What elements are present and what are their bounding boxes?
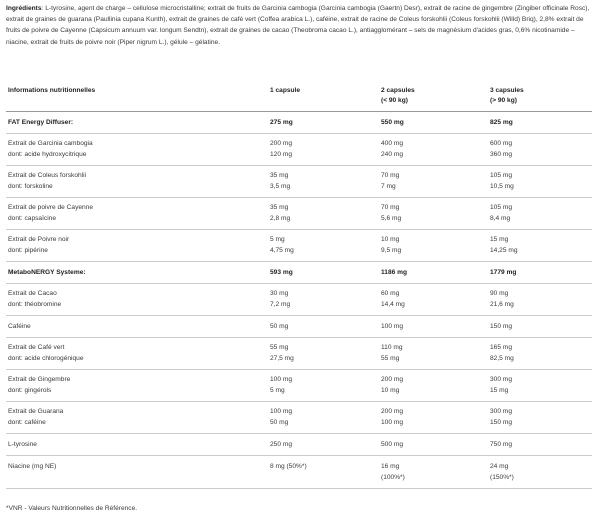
table-header-row xyxy=(6,80,592,112)
cell-line: dont: caféine xyxy=(8,419,46,426)
table-row xyxy=(6,262,592,284)
cell-line: dont: forskoline xyxy=(8,183,53,190)
cell-line: 15 mg xyxy=(490,236,509,243)
table-row xyxy=(6,112,592,134)
nutrient-value-cell xyxy=(379,284,488,316)
cell-line: 70 mg xyxy=(381,204,400,211)
nutrient-name-cell xyxy=(6,112,268,134)
cell-line: dont: acide chlorogénique xyxy=(8,355,84,362)
cell-line: Extrait de poivre de Cayenne xyxy=(8,204,94,211)
column-header-1 xyxy=(268,80,379,112)
cell-line: 7 mg xyxy=(381,183,396,190)
nutrient-value-cell xyxy=(379,370,488,402)
cell-line: 600 mg xyxy=(490,140,512,147)
column-header-line: Informations nutritionnelles xyxy=(8,87,96,94)
table-row xyxy=(6,402,592,434)
nutrient-name-cell xyxy=(6,402,268,434)
nutrient-value-cell xyxy=(268,166,379,198)
footnote: *VNR - Valeurs Nutritionnelles de Référence. xyxy=(6,505,138,512)
table-row xyxy=(6,338,592,370)
column-header-line: 2 capsules xyxy=(381,87,415,94)
cell-line: 5,6 mg xyxy=(381,215,402,222)
cell-line: 8 mg (50%*) xyxy=(270,463,307,470)
column-header-0 xyxy=(6,80,268,112)
cell-line: 35 mg xyxy=(270,172,289,179)
nutrient-value-cell xyxy=(379,338,488,370)
cell-line: 55 mg xyxy=(270,344,289,351)
cell-line: 8,4 mg xyxy=(490,215,511,222)
cell-line: 300 mg xyxy=(490,376,512,383)
table-row xyxy=(6,166,592,198)
column-header-line: (> 90 kg) xyxy=(490,97,517,104)
cell-line: 100 mg xyxy=(381,419,403,426)
nutrient-value-cell xyxy=(379,166,488,198)
cell-line: Extrait de Garcinia cambogia xyxy=(8,140,93,147)
cell-line: 100 mg xyxy=(381,323,403,330)
nutrient-value-cell xyxy=(379,134,488,166)
cell-line: Extrait de Coleus forskohlii xyxy=(8,172,87,179)
nutrient-value-cell xyxy=(268,198,379,230)
cell-line: 9,5 mg xyxy=(381,247,402,254)
cell-line: 500 mg xyxy=(381,441,403,448)
nutrient-value-cell xyxy=(488,402,592,434)
nutrient-value-cell xyxy=(379,112,488,134)
nutrient-name-cell xyxy=(6,316,268,338)
nutrient-value-cell xyxy=(488,338,592,370)
cell-line: 110 mg xyxy=(381,344,403,351)
table-row xyxy=(6,284,592,316)
cell-line: 550 mg xyxy=(381,119,404,126)
nutrient-value-cell xyxy=(488,198,592,230)
cell-line: 105 mg xyxy=(490,172,512,179)
cell-line: Extrait de Guarana xyxy=(8,408,64,415)
cell-line: 90 mg xyxy=(490,290,509,297)
nutrient-value-cell xyxy=(268,262,379,284)
nutrient-value-cell xyxy=(268,434,379,456)
table-row xyxy=(6,198,592,230)
nutrient-value-cell xyxy=(268,456,379,489)
nutrient-value-cell xyxy=(488,456,592,489)
nutrient-name-cell xyxy=(6,134,268,166)
cell-line: 825 mg xyxy=(490,119,513,126)
cell-line: (150%*) xyxy=(490,474,514,481)
nutrient-value-cell xyxy=(488,112,592,134)
nutrient-value-cell xyxy=(379,230,488,262)
cell-line: 1779 mg xyxy=(490,269,517,276)
ingredients-paragraph xyxy=(6,3,592,48)
cell-line: 400 mg xyxy=(381,140,403,147)
cell-line: L-tyrosine xyxy=(8,441,37,448)
nutrient-value-cell xyxy=(268,370,379,402)
nutrient-name-cell xyxy=(6,434,268,456)
cell-line: 60 mg xyxy=(381,290,400,297)
cell-line: 10 mg xyxy=(381,387,400,394)
nutrient-value-cell xyxy=(488,230,592,262)
cell-line: 2,8 mg xyxy=(270,215,291,222)
table-row xyxy=(6,134,592,166)
table-row xyxy=(6,230,592,262)
cell-line: 30 mg xyxy=(270,290,289,297)
cell-line: Extrait de Café vert xyxy=(8,344,65,351)
cell-line: dont: pipérine xyxy=(8,247,48,254)
nutrient-name-cell xyxy=(6,284,268,316)
cell-line: MetaboNERGY Systeme: xyxy=(8,269,86,276)
cell-line: 50 mg xyxy=(270,419,289,426)
nutrient-value-cell xyxy=(488,262,592,284)
cell-line: 3,5 mg xyxy=(270,183,291,190)
nutrient-name-cell xyxy=(6,370,268,402)
cell-line: 165 mg xyxy=(490,344,512,351)
nutrient-name-cell xyxy=(6,230,268,262)
table-row xyxy=(6,370,592,402)
nutrient-value-cell xyxy=(488,134,592,166)
cell-line: 150 mg xyxy=(490,323,512,330)
cell-line: Extrait de Poivre noir xyxy=(8,236,70,243)
nutrition-table xyxy=(6,80,592,489)
ingredients-label: Ingrédients xyxy=(6,5,42,12)
cell-line: 360 mg xyxy=(490,151,512,158)
table-row xyxy=(6,456,592,489)
cell-line: 275 mg xyxy=(270,119,293,126)
nutrient-name-cell xyxy=(6,262,268,284)
nutrient-value-cell xyxy=(379,198,488,230)
cell-line: 55 mg xyxy=(381,355,400,362)
cell-line: 24 mg xyxy=(490,463,509,470)
nutrient-value-cell xyxy=(488,370,592,402)
cell-line: 1186 mg xyxy=(381,269,408,276)
cell-line: 105 mg xyxy=(490,204,512,211)
cell-line: 14,4 mg xyxy=(381,301,405,308)
column-header-2 xyxy=(379,80,488,112)
cell-line: 15 mg xyxy=(490,387,509,394)
cell-line: 5 mg xyxy=(270,236,285,243)
cell-line: 240 mg xyxy=(381,151,403,158)
cell-line: 27,5 mg xyxy=(270,355,294,362)
table-body xyxy=(6,112,592,489)
cell-line: 200 mg xyxy=(270,140,292,147)
nutrient-value-cell xyxy=(268,316,379,338)
nutrient-value-cell xyxy=(488,284,592,316)
cell-line: 70 mg xyxy=(381,172,400,179)
nutrient-value-cell xyxy=(379,402,488,434)
cell-line: dont: capsaïcine xyxy=(8,215,57,222)
cell-line: dont: acide hydroxycitrique xyxy=(8,151,87,158)
nutrient-value-cell xyxy=(488,434,592,456)
table-row xyxy=(6,434,592,456)
nutrient-name-cell xyxy=(6,166,268,198)
cell-line: 300 mg xyxy=(490,408,512,415)
nutrient-value-cell xyxy=(488,166,592,198)
cell-line: Niacine (mg NE) xyxy=(8,463,57,470)
cell-line: dont: gingérols xyxy=(8,387,52,394)
nutrient-value-cell xyxy=(379,456,488,489)
cell-line: 120 mg xyxy=(270,151,292,158)
cell-line: dont: théobromine xyxy=(8,301,62,308)
cell-line: Extrait de Gingembre xyxy=(8,376,71,383)
cell-line: 10 mg xyxy=(381,236,400,243)
cell-line: 100 mg xyxy=(270,376,292,383)
nutrient-value-cell xyxy=(379,316,488,338)
nutrient-value-cell xyxy=(268,230,379,262)
nutrient-value-cell xyxy=(268,284,379,316)
nutrient-name-cell xyxy=(6,456,268,489)
ingredients-text: : L-tyrosine, agent de charge – cellulose microcristalline; extrait de fruits de Garcinia cambogia (Garcinia cambogia (Gaertn) Desr), extrait de racine de gingembre (Zingiber officinale Rosc), extrait de graines de guarana (Paullinia cupana Kunth), extrait de graines de café vert (Coffea arabica L.), caféine, extrait de racine de Coleus forskohlii (Coleus forskohlii (Willd) Briq), 2,8% extrait de fruits de poivre de Cayenne (Capsicum annuum var. longum Sendtn), extrait de graines de cacao (Theobroma cacao L.), antiagglomérant – sels de magnésium d'acides gras, 0,6% nicotinamide – niacine, extrait de fruits de poivre noir (Piper nigrum L.), gélule – gélatine. xyxy=(6,5,590,46)
nutrient-value-cell xyxy=(488,316,592,338)
cell-line: 593 mg xyxy=(270,269,293,276)
cell-line: 16 mg xyxy=(381,463,400,470)
cell-line: 50 mg xyxy=(270,323,289,330)
nutrient-value-cell xyxy=(268,134,379,166)
nutrient-value-cell xyxy=(379,434,488,456)
cell-line: 10,5 mg xyxy=(490,183,514,190)
column-header-line: 1 capsule xyxy=(270,87,301,94)
cell-line: 7,2 mg xyxy=(270,301,291,308)
cell-line: 4,75 mg xyxy=(270,247,294,254)
cell-line: 82,5 mg xyxy=(490,355,514,362)
cell-line: 150 mg xyxy=(490,419,512,426)
cell-line: 100 mg xyxy=(270,408,292,415)
nutrient-name-cell xyxy=(6,338,268,370)
table-row xyxy=(6,316,592,338)
cell-line: 14,25 mg xyxy=(490,247,518,254)
nutrient-value-cell xyxy=(268,338,379,370)
column-header-line: (< 90 kg) xyxy=(381,97,408,104)
nutrient-value-cell xyxy=(268,402,379,434)
cell-line: 200 mg xyxy=(381,408,403,415)
cell-line: 750 mg xyxy=(490,441,512,448)
cell-line: 5 mg xyxy=(270,387,285,394)
nutrient-value-cell xyxy=(379,262,488,284)
cell-line: (100%*) xyxy=(381,474,405,481)
nutrient-value-cell xyxy=(268,112,379,134)
nutrient-name-cell xyxy=(6,198,268,230)
cell-line: 35 mg xyxy=(270,204,289,211)
cell-line: 200 mg xyxy=(381,376,403,383)
cell-line: Caféine xyxy=(8,323,31,330)
cell-line: Extrait de Cacao xyxy=(8,290,57,297)
column-header-3 xyxy=(488,80,592,112)
cell-line: 250 mg xyxy=(270,441,292,448)
cell-line: FAT Energy Diffuser: xyxy=(8,119,74,126)
column-header-line: 3 capsules xyxy=(490,87,524,94)
cell-line: 21,6 mg xyxy=(490,301,514,308)
